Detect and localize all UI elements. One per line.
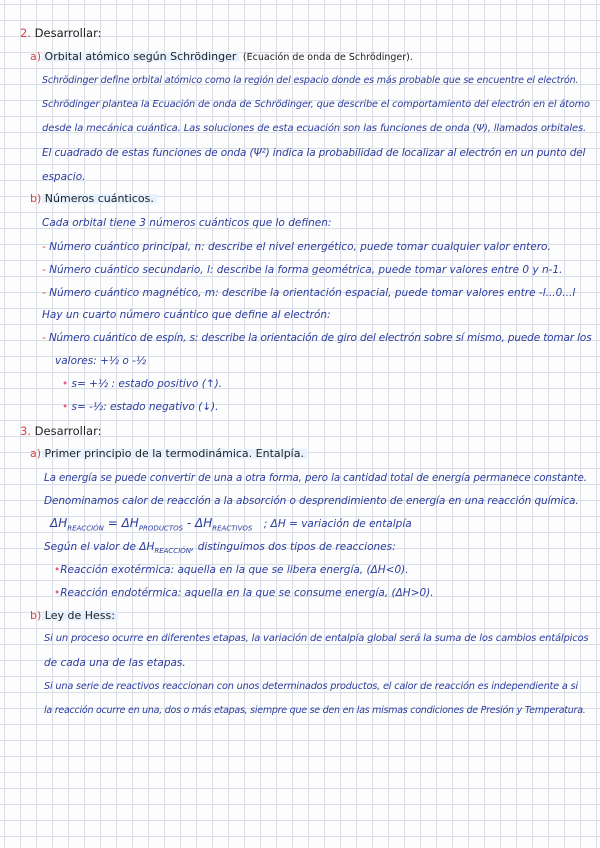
section-number: 3. <box>20 424 31 438</box>
dash-bullet: - <box>42 241 46 253</box>
enthalpy-formula <box>50 516 412 535</box>
dot-bullet: • <box>62 378 69 390</box>
paragraph-line: El cuadrado de estas funciones de onda (Ψ²) indica la probabilidad de localizar al electrón en un punto del <box>42 147 586 159</box>
formula-subscript: REACCIÓN <box>67 524 104 533</box>
list-item-text: Número cuántico de espín, s: describe la orientación de giro del electrón sobre sí mismo, puede tomar los <box>48 332 592 344</box>
subsection-note: (Ecuación de onda de Schrödinger). <box>242 52 413 63</box>
paragraph-line: Cada orbital tiene 3 números cuánticos que lo definen: <box>42 217 332 229</box>
dot-bullet: • <box>62 401 69 413</box>
list-item-text: Número cuántico principal, n: describe el nivel energético, puede tomar cualquier valor entero. <box>49 241 551 253</box>
dash-bullet: - <box>42 264 46 276</box>
subsection-title: Primer principio de la termodinámica. Entalpía. <box>42 447 307 460</box>
subsection-title: Números cuánticos. <box>42 192 157 205</box>
dash-bullet: - <box>42 287 46 299</box>
list-item <box>62 400 218 414</box>
list-item <box>42 331 592 345</box>
paragraph-line <box>44 540 396 558</box>
subsection-2a-heading <box>30 50 413 65</box>
list-item-text: Número cuántico magnético, m: describe la orientación espacial, puede tomar valores entre -l...0...l <box>49 287 576 299</box>
formula-term: ΔH <box>50 516 68 530</box>
formula-term: - ΔH <box>183 516 213 530</box>
text-span: Según el valor de ΔH <box>44 541 155 553</box>
section-3-heading <box>20 424 101 438</box>
formula-definition: ; ΔH = variación de entalpía <box>263 518 412 530</box>
formula-subscript: REACCIÓN <box>154 547 192 556</box>
subsection-letter: b) <box>30 609 42 622</box>
list-item <box>42 263 562 277</box>
paragraph-line: valores: +½ o -½ <box>55 355 147 367</box>
paragraph-line: Hay un cuarto número cuántico que define al electrón: <box>42 309 331 321</box>
dot-bullet: • <box>54 564 61 576</box>
list-item-text: Reacción exotérmica: aquella en la que se libera energía, (ΔH<0). <box>60 564 409 576</box>
section-title: Desarrollar: <box>34 424 102 438</box>
paragraph-line: Si una serie de reactivos reaccionan con unos determinados productos, el calor de reacción es independiente a si <box>44 681 578 692</box>
text-span: , distinguimos dos tipos de reacciones: <box>191 541 396 553</box>
paragraph-line: espacio. <box>42 171 86 183</box>
paragraph-line: Denominamos calor de reacción a la absorción o desprendimiento de energía en una reacción química. <box>44 495 579 507</box>
list-item <box>62 377 222 391</box>
paragraph-line: desde la mecánica cuántica. Las soluciones de esta ecuación son las funciones de onda (Ψ), llamados orbitales. <box>42 123 587 134</box>
paragraph-line: Schrödinger define orbital atómico como la región del espacio donde es más probable que se encuentre el electrón. <box>42 75 579 86</box>
paragraph-line: La energía se puede convertir de una a otra forma, pero la cantidad total de energía permanece constante. <box>44 472 587 484</box>
formula-subscript: REACTIVOS <box>212 524 253 533</box>
list-item-text: s= +½ : estado positivo (↑). <box>71 378 223 390</box>
section-number: 2. <box>20 26 31 40</box>
list-item-text: Número cuántico secundario, l: describe la forma geométrica, puede tomar valores entre 0 y n-1. <box>49 264 563 276</box>
subsection-3b-heading <box>30 609 118 623</box>
subsection-letter: a) <box>30 50 42 63</box>
paragraph-line: Si un proceso ocurre en diferentes etapas, la variación de entalpía global será la suma de los cambios entálpicos <box>44 633 589 644</box>
dot-bullet: • <box>54 587 61 599</box>
paragraph-line: Schrödinger plantea la Ecuación de onda de Schrödinger, que describe el comportamiento del electrón en el átomo <box>42 99 590 110</box>
paragraph-line: la reacción ocurre en una, dos o más etapas, siempre que se den en las mismas condiciones de Presión y Temperatura. <box>44 705 586 716</box>
subsection-title: Orbital atómico según Schrödinger <box>42 50 240 63</box>
subsection-letter: b) <box>30 192 42 205</box>
list-item-text: s= -½: estado negativo (↓). <box>71 401 219 413</box>
section-title: Desarrollar: <box>34 26 102 40</box>
subsection-3a-heading <box>30 447 307 461</box>
formula-subscript: PRODUCTOS <box>138 524 184 533</box>
subsection-letter: a) <box>30 447 42 460</box>
paragraph-line: de cada una de las etapas. <box>44 657 186 669</box>
dash-bullet: - <box>42 332 46 344</box>
list-item <box>54 563 409 577</box>
subsection-title: Ley de Hess: <box>42 609 118 622</box>
subsection-2b-heading <box>30 192 157 206</box>
list-item <box>42 240 551 254</box>
formula-term: = ΔH <box>103 516 139 530</box>
section-2-heading <box>20 26 101 40</box>
list-item <box>42 286 575 300</box>
list-item-text: Reacción endotérmica: aquella en la que se consume energía, (ΔH>0). <box>60 587 434 599</box>
list-item <box>54 586 434 600</box>
